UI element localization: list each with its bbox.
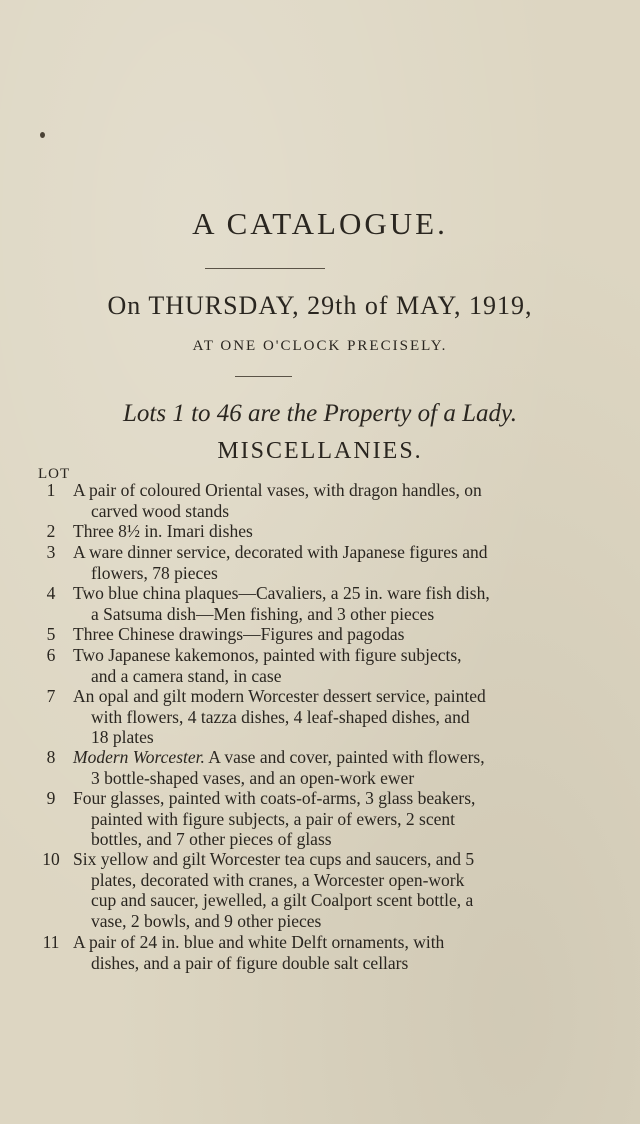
lot-description: A pair of 24 in. blue and white Delft ornaments, with dishes, and a pair of figure double salt cellars (73, 932, 445, 973)
lot-description: A ware dinner service, decorated with Japanese figures and flowers, 78 pieces (73, 542, 488, 583)
section-heading: MISCELLANIES. (217, 438, 423, 464)
lot-description: Two blue china plaques—Cavaliers, a 25 in. ware fish dish, a Satsuma dish—Men fishing, and 3 other pieces (73, 583, 490, 624)
lot-description: An opal and gilt modern Worcester dessert service, painted with flowers, 4 tazza dishes, 4 leaf-shaped dishes, and 18 plates (73, 686, 486, 747)
lot-number: 11 (42, 932, 60, 952)
lot-description: A pair of coloured Oriental vases, with dragon handles, on carved wood stands (73, 480, 482, 521)
lot-description: Two Japanese kakemonos, painted with figure subjects, and a camera stand, in case (73, 645, 462, 686)
date-rule (235, 376, 292, 377)
sale-time: AT ONE O'CLOCK PRECISELY. (192, 338, 448, 354)
lot-number: 4 (46, 583, 56, 603)
sale-date: On THURSDAY, 29th of MAY, 1919, (107, 291, 533, 320)
lot-number: 8 (46, 747, 56, 767)
lot-number: 5 (46, 624, 56, 644)
property-note: Lots 1 to 46 are the Property of a Lady. (123, 400, 517, 427)
title-rule (205, 268, 325, 269)
catalogue-title: A CATALOGUE. (192, 206, 448, 241)
lot-number: 9 (46, 788, 56, 808)
lot-description: Four glasses, painted with coats-of-arms, 3 glass beakers, painted with figure subjects, a pair of ewers, 2 scent bottles, and 7 other pieces of glass (73, 788, 476, 849)
lot-column-label: LOT (38, 466, 71, 482)
lot-number: 1 (46, 480, 56, 500)
lot-description: Six yellow and gilt Worcester tea cups and saucers, and 5 plates, decorated with cranes, a Worcester open-work cup and saucer, jewelled, a gilt Coalport scent bottle, a vase, 2 bowls, and 9 other pieces (73, 849, 475, 931)
lot-number: 2 (46, 521, 56, 541)
lot-number: 10 (42, 849, 60, 869)
lot-number: 6 (46, 645, 56, 665)
lot-description: Three 8½ in. Imari dishes (73, 521, 253, 541)
ink-spot (40, 132, 45, 138)
lot-description: Three Chinese drawings—Figures and pagodas (73, 624, 405, 644)
lot-number: 7 (46, 686, 56, 706)
lot-description: Modern Worcester. A vase and cover, painted with flowers, 3 bottle-shaped vases, and an open-work ewer (73, 747, 485, 788)
lot-heading-italic: Modern Worcester. (73, 747, 205, 767)
lot-number: 3 (46, 542, 56, 562)
